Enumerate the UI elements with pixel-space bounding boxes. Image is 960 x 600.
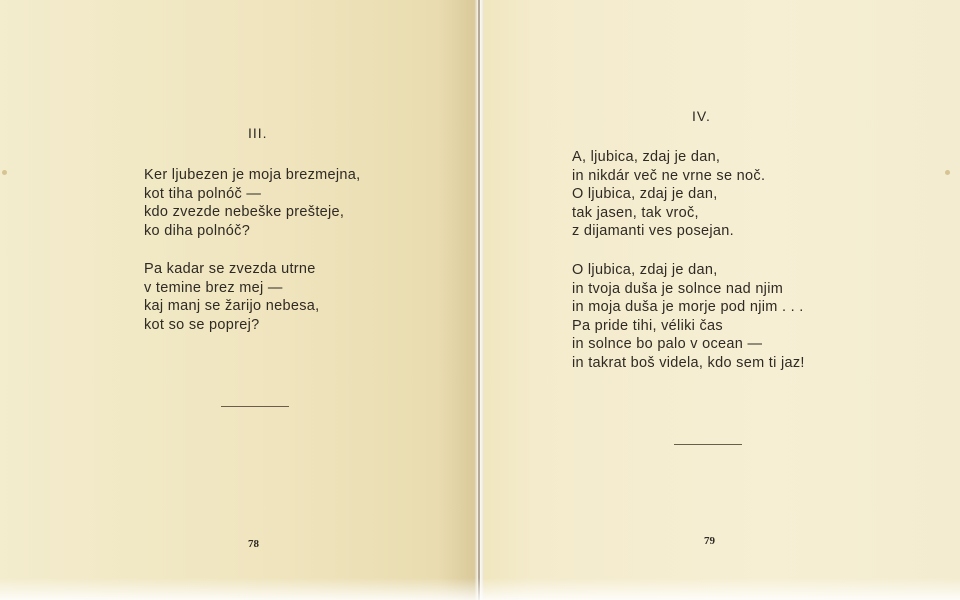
poem-line: O ljubica, zdaj je dan, [572, 186, 718, 202]
poem-line: in nikdár več ne vrne se noč. [572, 167, 766, 184]
poem-line: in tvoja duša je solnce nad njim [572, 280, 784, 297]
poem-line: O ljubica, zdaj je dan, [572, 262, 718, 278]
scan-edge [0, 578, 960, 600]
poem-line: in solnce bo palo v ocean — [572, 336, 763, 352]
poem-line: kot so se poprej? [144, 316, 260, 333]
poem-line: Pa kadar se zvezda utrne [144, 261, 316, 277]
stanza [572, 148, 765, 241]
poem-line: tak jasen, tak vroč, [572, 204, 699, 221]
page-edge-mark [2, 170, 7, 175]
poem-line: in moja duša je morje pod njim . . . [572, 299, 804, 315]
poem-line: Ker ljubezen je moja brezmejna, [144, 167, 361, 183]
page-number: 78 [248, 538, 259, 550]
page-edge-mark [945, 170, 950, 175]
poem-line: ko diha polnóč? [144, 222, 251, 239]
poem-line: A, ljubica, zdaj je dan, [572, 149, 721, 165]
stanza [144, 166, 360, 240]
section-divider [221, 406, 289, 407]
left-page [0, 0, 476, 600]
page-number: 79 [704, 535, 715, 547]
chapter-number: III. [248, 125, 268, 141]
stanza [144, 260, 319, 334]
section-divider [674, 444, 742, 445]
poem-line: kot tiha polnóč — [144, 185, 262, 202]
poem-line: kaj manj se žarijo nebesa, [144, 298, 320, 314]
poem-line: z dijamanti ves posejan. [572, 223, 734, 239]
chapter-number: IV. [692, 108, 711, 124]
poem-line: v temine brez mej — [144, 279, 283, 296]
poem-line: in takrat boš videla, kdo sem ti jaz! [572, 354, 805, 371]
poem-line: kdo zvezde nebeške prešteje, [144, 204, 345, 220]
right-page [484, 0, 960, 600]
poem-line: Pa pride tihi, véliki čas [572, 317, 723, 334]
stanza [572, 261, 805, 372]
